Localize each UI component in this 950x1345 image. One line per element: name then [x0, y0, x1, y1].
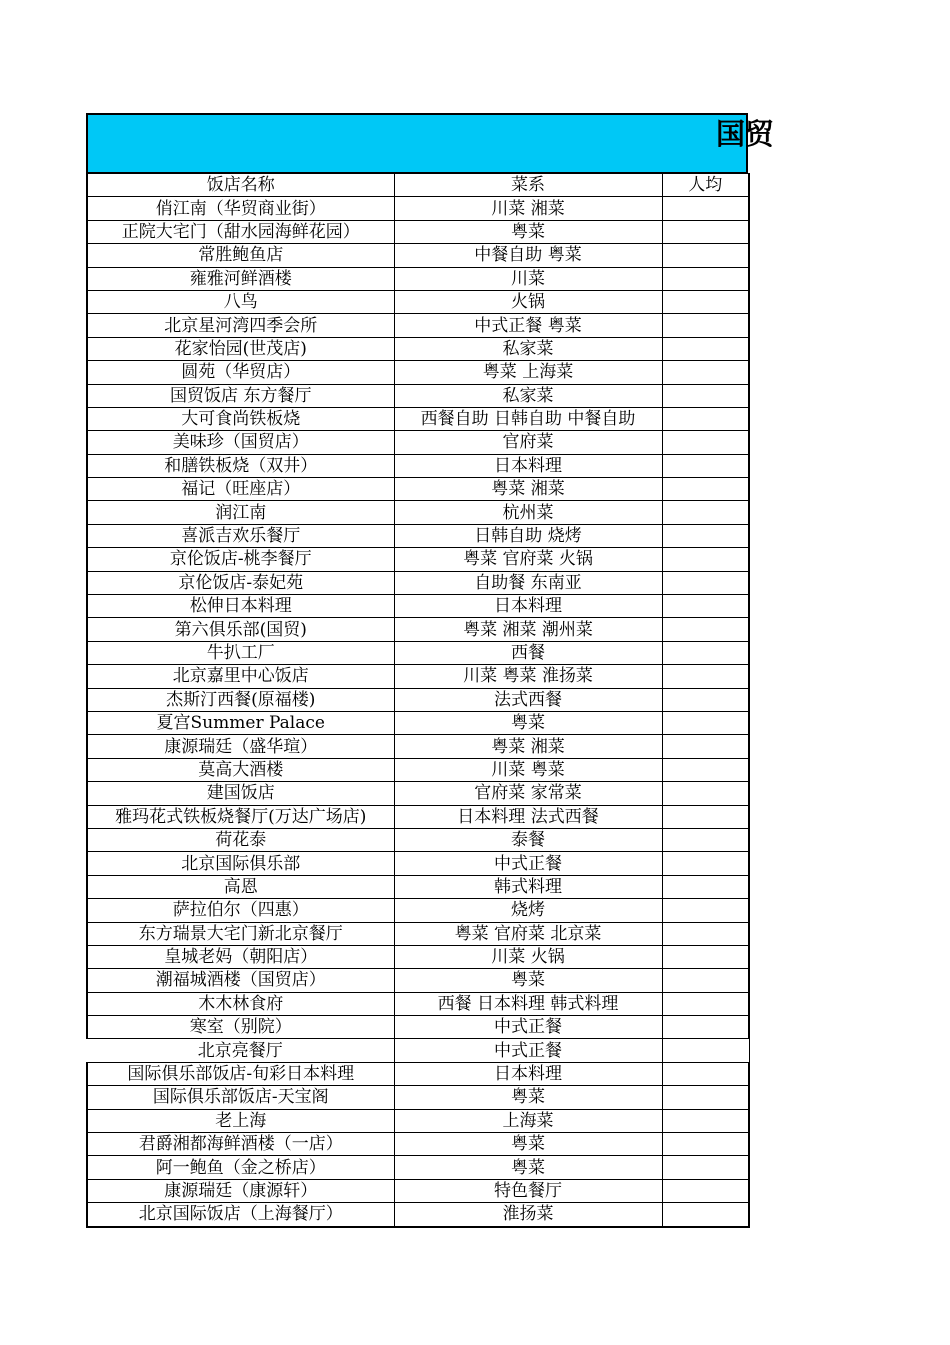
table-row [87, 548, 749, 571]
cuisine-cell[interactable]: 淮扬菜 [394, 1203, 662, 1227]
restaurant-name-cell[interactable]: 福记（旺座店） [87, 478, 394, 501]
restaurant-table [86, 173, 750, 1228]
restaurant-name-cell[interactable]: 杰斯汀西餐(原福楼) [87, 688, 394, 711]
restaurant-name-cell[interactable]: 喜派吉欢乐餐厅 [87, 524, 394, 547]
restaurant-name-cell[interactable]: 第六俱乐部(国贸) [87, 618, 394, 641]
cuisine-cell[interactable]: 烧烤 [394, 899, 662, 922]
restaurant-name-cell[interactable]: 阿一鲍鱼（金之桥店） [87, 1156, 394, 1179]
table-row [87, 1086, 749, 1109]
per-person-cell[interactable] [662, 524, 749, 547]
cuisine-cell[interactable]: 粤菜 上海菜 [394, 361, 662, 384]
cuisine-cell[interactable]: 川菜 湘菜 [394, 197, 662, 220]
cuisine-cell[interactable]: 日本料理 [394, 1062, 662, 1085]
table-row [87, 688, 749, 711]
cuisine-cell[interactable]: 私家菜 [394, 337, 662, 360]
per-person-cell[interactable] [662, 641, 749, 664]
restaurant-name-cell[interactable]: 寒室（别院） [87, 1016, 394, 1039]
cuisine-cell[interactable]: 川菜 粤菜 淮扬菜 [394, 665, 662, 688]
restaurant-name-cell[interactable]: 北京国际饭店（上海餐厅） [87, 1203, 394, 1227]
title-banner [86, 113, 775, 173]
cuisine-cell[interactable]: 上海菜 [394, 1109, 662, 1132]
per-person-cell[interactable] [662, 665, 749, 688]
table-row [87, 922, 749, 945]
per-person-cell[interactable] [662, 1109, 749, 1132]
cuisine-cell[interactable]: 中式正餐 [394, 1039, 662, 1062]
per-person-cell[interactable] [662, 548, 749, 571]
restaurant-name-cell[interactable]: 北京星河湾四季会所 [87, 314, 394, 337]
table-row [87, 290, 749, 313]
table-row [87, 501, 749, 524]
table-row [87, 1133, 749, 1156]
restaurant-name-cell[interactable]: 潮福城酒楼（国贸店） [87, 969, 394, 992]
restaurant-name-cell[interactable]: 老上海 [87, 1109, 394, 1132]
per-person-cell[interactable] [662, 1203, 749, 1227]
cuisine-cell[interactable]: 川菜 粤菜 [394, 758, 662, 781]
table-row [87, 945, 749, 968]
per-person-cell[interactable] [662, 969, 749, 992]
table-row [87, 524, 749, 547]
table-row [87, 431, 749, 454]
per-person-cell[interactable] [662, 688, 749, 711]
header-restaurant-name[interactable]: 饭店名称 [87, 174, 394, 197]
cuisine-cell[interactable]: 法式西餐 [394, 688, 662, 711]
restaurant-name-cell[interactable]: 雅玛花式铁板烧餐厅(万达广场店) [87, 805, 394, 828]
table-row [87, 1179, 749, 1202]
cuisine-cell[interactable]: 自助餐 东南亚 [394, 571, 662, 594]
per-person-cell[interactable] [662, 758, 749, 781]
cuisine-cell[interactable]: 官府菜 [394, 431, 662, 454]
per-person-cell[interactable] [662, 431, 749, 454]
per-person-cell[interactable] [662, 595, 749, 618]
header-per-person[interactable]: 人均 [662, 174, 749, 197]
cuisine-cell[interactable]: 中餐自助 粤菜 [394, 244, 662, 267]
header-row [87, 174, 749, 197]
per-person-cell[interactable] [662, 945, 749, 968]
cuisine-cell[interactable]: 日本料理 法式西餐 [394, 805, 662, 828]
restaurant-name-cell[interactable]: 雍雅河鲜酒楼 [87, 267, 394, 290]
cuisine-cell[interactable]: 西餐 日本料理 韩式料理 [394, 992, 662, 1015]
table-row [87, 478, 749, 501]
per-person-cell[interactable] [662, 361, 749, 384]
per-person-cell[interactable] [662, 618, 749, 641]
cuisine-cell[interactable]: 日本料理 [394, 595, 662, 618]
per-person-cell[interactable] [662, 1062, 749, 1085]
per-person-cell[interactable] [662, 337, 749, 360]
per-person-cell[interactable] [662, 782, 749, 805]
restaurant-name-cell[interactable]: 国贸饭店 东方餐厅 [87, 384, 394, 407]
restaurant-name-cell[interactable]: 正院大宅门（甜水园海鲜花园） [87, 220, 394, 243]
table-row [87, 1039, 749, 1062]
cuisine-cell[interactable]: 韩式料理 [394, 875, 662, 898]
cuisine-cell[interactable]: 私家菜 [394, 384, 662, 407]
per-person-cell[interactable] [662, 1086, 749, 1109]
table-row [87, 220, 749, 243]
table-row [87, 384, 749, 407]
per-person-cell[interactable] [662, 244, 749, 267]
table-row [87, 337, 749, 360]
cuisine-cell[interactable]: 粤菜 [394, 969, 662, 992]
restaurant-name-cell[interactable]: 圆苑（华贸店） [87, 361, 394, 384]
cuisine-cell[interactable]: 日韩自助 烧烤 [394, 524, 662, 547]
table-row [87, 641, 749, 664]
table-row [87, 407, 749, 430]
cuisine-cell[interactable]: 粤菜 湘菜 潮州菜 [394, 618, 662, 641]
per-person-cell[interactable] [662, 1156, 749, 1179]
restaurant-name-cell[interactable]: 木木林食府 [87, 992, 394, 1015]
restaurant-name-cell[interactable]: 君爵湘都海鲜酒楼（一店） [87, 1133, 394, 1156]
table-row [87, 595, 749, 618]
restaurant-name-cell[interactable]: 松伸日本料理 [87, 595, 394, 618]
cuisine-cell[interactable]: 西餐自助 日韩自助 中餐自助 [394, 407, 662, 430]
restaurant-name-cell[interactable]: 和膳铁板烧（双井） [87, 454, 394, 477]
per-person-cell[interactable] [662, 711, 749, 734]
restaurant-name-cell[interactable]: 康源瑞廷（康源轩） [87, 1179, 394, 1202]
table-row [87, 735, 749, 758]
table-row [87, 314, 749, 337]
table-row [87, 1109, 749, 1132]
restaurant-name-cell[interactable]: 皇城老妈（朝阳店） [87, 945, 394, 968]
restaurant-name-cell[interactable]: 美味珍（国贸店） [87, 431, 394, 454]
table-row [87, 711, 749, 734]
table-row [87, 875, 749, 898]
cuisine-cell[interactable]: 日本料理 [394, 454, 662, 477]
cuisine-cell[interactable]: 粤菜 [394, 1133, 662, 1156]
per-person-cell[interactable] [662, 454, 749, 477]
table-row [87, 244, 749, 267]
per-person-cell[interactable] [662, 384, 749, 407]
restaurant-name-cell[interactable]: 花家怡园(世茂店) [87, 337, 394, 360]
cuisine-cell[interactable]: 中式正餐 粤菜 [394, 314, 662, 337]
table-row [87, 1062, 749, 1085]
restaurant-sheet [86, 113, 775, 1228]
per-person-cell[interactable] [662, 267, 749, 290]
cuisine-cell[interactable]: 火锅 [394, 290, 662, 313]
restaurant-name-cell[interactable]: 莫高大酒楼 [87, 758, 394, 781]
restaurant-name-cell[interactable]: 俏江南（华贸商业街） [87, 197, 394, 220]
restaurant-name-cell[interactable]: 国际俱乐部饭店-旬彩日本料理 [87, 1062, 394, 1085]
per-person-cell[interactable] [662, 571, 749, 594]
sheet-title: 国贸 [716, 117, 775, 151]
cuisine-cell[interactable]: 川菜 [394, 267, 662, 290]
cuisine-cell[interactable]: 杭州菜 [394, 501, 662, 524]
restaurant-name-cell[interactable]: 京伦饭店-桃李餐厅 [87, 548, 394, 571]
restaurant-name-cell[interactable]: 萨拉伯尔（四惠） [87, 899, 394, 922]
per-person-cell[interactable] [662, 735, 749, 758]
table-row [87, 361, 749, 384]
table-row [87, 805, 749, 828]
per-person-cell[interactable] [662, 290, 749, 313]
table-row [87, 969, 749, 992]
cuisine-cell[interactable]: 中式正餐 [394, 852, 662, 875]
restaurant-name-cell[interactable]: 北京嘉里中心饭店 [87, 665, 394, 688]
table-row [87, 828, 749, 851]
per-person-cell[interactable] [662, 875, 749, 898]
per-person-cell[interactable] [662, 314, 749, 337]
restaurant-name-cell[interactable]: 大可食尚铁板烧 [87, 407, 394, 430]
table-row [87, 665, 749, 688]
cuisine-cell[interactable]: 粤菜 湘菜 [394, 735, 662, 758]
table-row [87, 1016, 749, 1039]
restaurant-name-cell[interactable]: 京伦饭店-泰妃苑 [87, 571, 394, 594]
per-person-cell[interactable] [662, 407, 749, 430]
table-row [87, 992, 749, 1015]
per-person-cell[interactable] [662, 1133, 749, 1156]
per-person-cell[interactable] [662, 478, 749, 501]
cuisine-cell[interactable]: 官府菜 家常菜 [394, 782, 662, 805]
table-row [87, 618, 749, 641]
cuisine-cell[interactable]: 粤菜 官府菜 火锅 [394, 548, 662, 571]
table-row [87, 852, 749, 875]
per-person-cell[interactable] [662, 220, 749, 243]
restaurant-name-cell[interactable]: 北京国际俱乐部 [87, 852, 394, 875]
restaurant-name-cell[interactable]: 建国饭店 [87, 782, 394, 805]
per-person-cell[interactable] [662, 899, 749, 922]
cuisine-cell[interactable]: 粤菜 [394, 1156, 662, 1179]
per-person-cell[interactable] [662, 1016, 749, 1039]
table-row [87, 267, 749, 290]
per-person-cell[interactable] [662, 1039, 749, 1062]
per-person-cell[interactable] [662, 501, 749, 524]
per-person-cell[interactable] [662, 852, 749, 875]
cuisine-cell[interactable]: 泰餐 [394, 828, 662, 851]
restaurant-name-cell[interactable]: 高恩 [87, 875, 394, 898]
cuisine-cell[interactable]: 粤菜 [394, 220, 662, 243]
restaurant-name-cell[interactable]: 常胜鲍鱼店 [87, 244, 394, 267]
restaurant-name-cell[interactable]: 北京亮餐厅 [87, 1039, 394, 1062]
cuisine-cell[interactable]: 粤菜 [394, 1086, 662, 1109]
header-cuisine[interactable]: 菜系 [394, 174, 662, 197]
cuisine-cell[interactable]: 川菜 火锅 [394, 945, 662, 968]
restaurant-name-cell[interactable]: 牛扒工厂 [87, 641, 394, 664]
restaurant-name-cell[interactable]: 荷花泰 [87, 828, 394, 851]
cuisine-cell[interactable]: 特色餐厅 [394, 1179, 662, 1202]
per-person-cell[interactable] [662, 197, 749, 220]
table-row [87, 1156, 749, 1179]
table-row [87, 782, 749, 805]
per-person-cell[interactable] [662, 992, 749, 1015]
table-row [87, 454, 749, 477]
per-person-cell[interactable] [662, 828, 749, 851]
cuisine-cell[interactable]: 中式正餐 [394, 1016, 662, 1039]
cuisine-cell[interactable]: 粤菜 官府菜 北京菜 [394, 922, 662, 945]
restaurant-name-cell[interactable]: 润江南 [87, 501, 394, 524]
per-person-cell[interactable] [662, 922, 749, 945]
cuisine-cell[interactable]: 粤菜 [394, 711, 662, 734]
per-person-cell[interactable] [662, 1179, 749, 1202]
per-person-cell[interactable] [662, 805, 749, 828]
restaurant-name-cell[interactable]: 康源瑞廷（盛华瑄） [87, 735, 394, 758]
table-row [87, 197, 749, 220]
restaurant-name-cell[interactable]: 国际俱乐部饭店-天宝阁 [87, 1086, 394, 1109]
table-row [87, 1203, 749, 1227]
cuisine-cell[interactable]: 粤菜 湘菜 [394, 478, 662, 501]
cuisine-cell[interactable]: 西餐 [394, 641, 662, 664]
table-row [87, 899, 749, 922]
restaurant-name-cell[interactable]: 东方瑞景大宅门新北京餐厅 [87, 922, 394, 945]
restaurant-name-cell[interactable]: 八鸟 [87, 290, 394, 313]
table-row [87, 571, 749, 594]
table-row [87, 758, 749, 781]
restaurant-name-cell[interactable]: 夏宫Summer Palace [87, 711, 394, 734]
